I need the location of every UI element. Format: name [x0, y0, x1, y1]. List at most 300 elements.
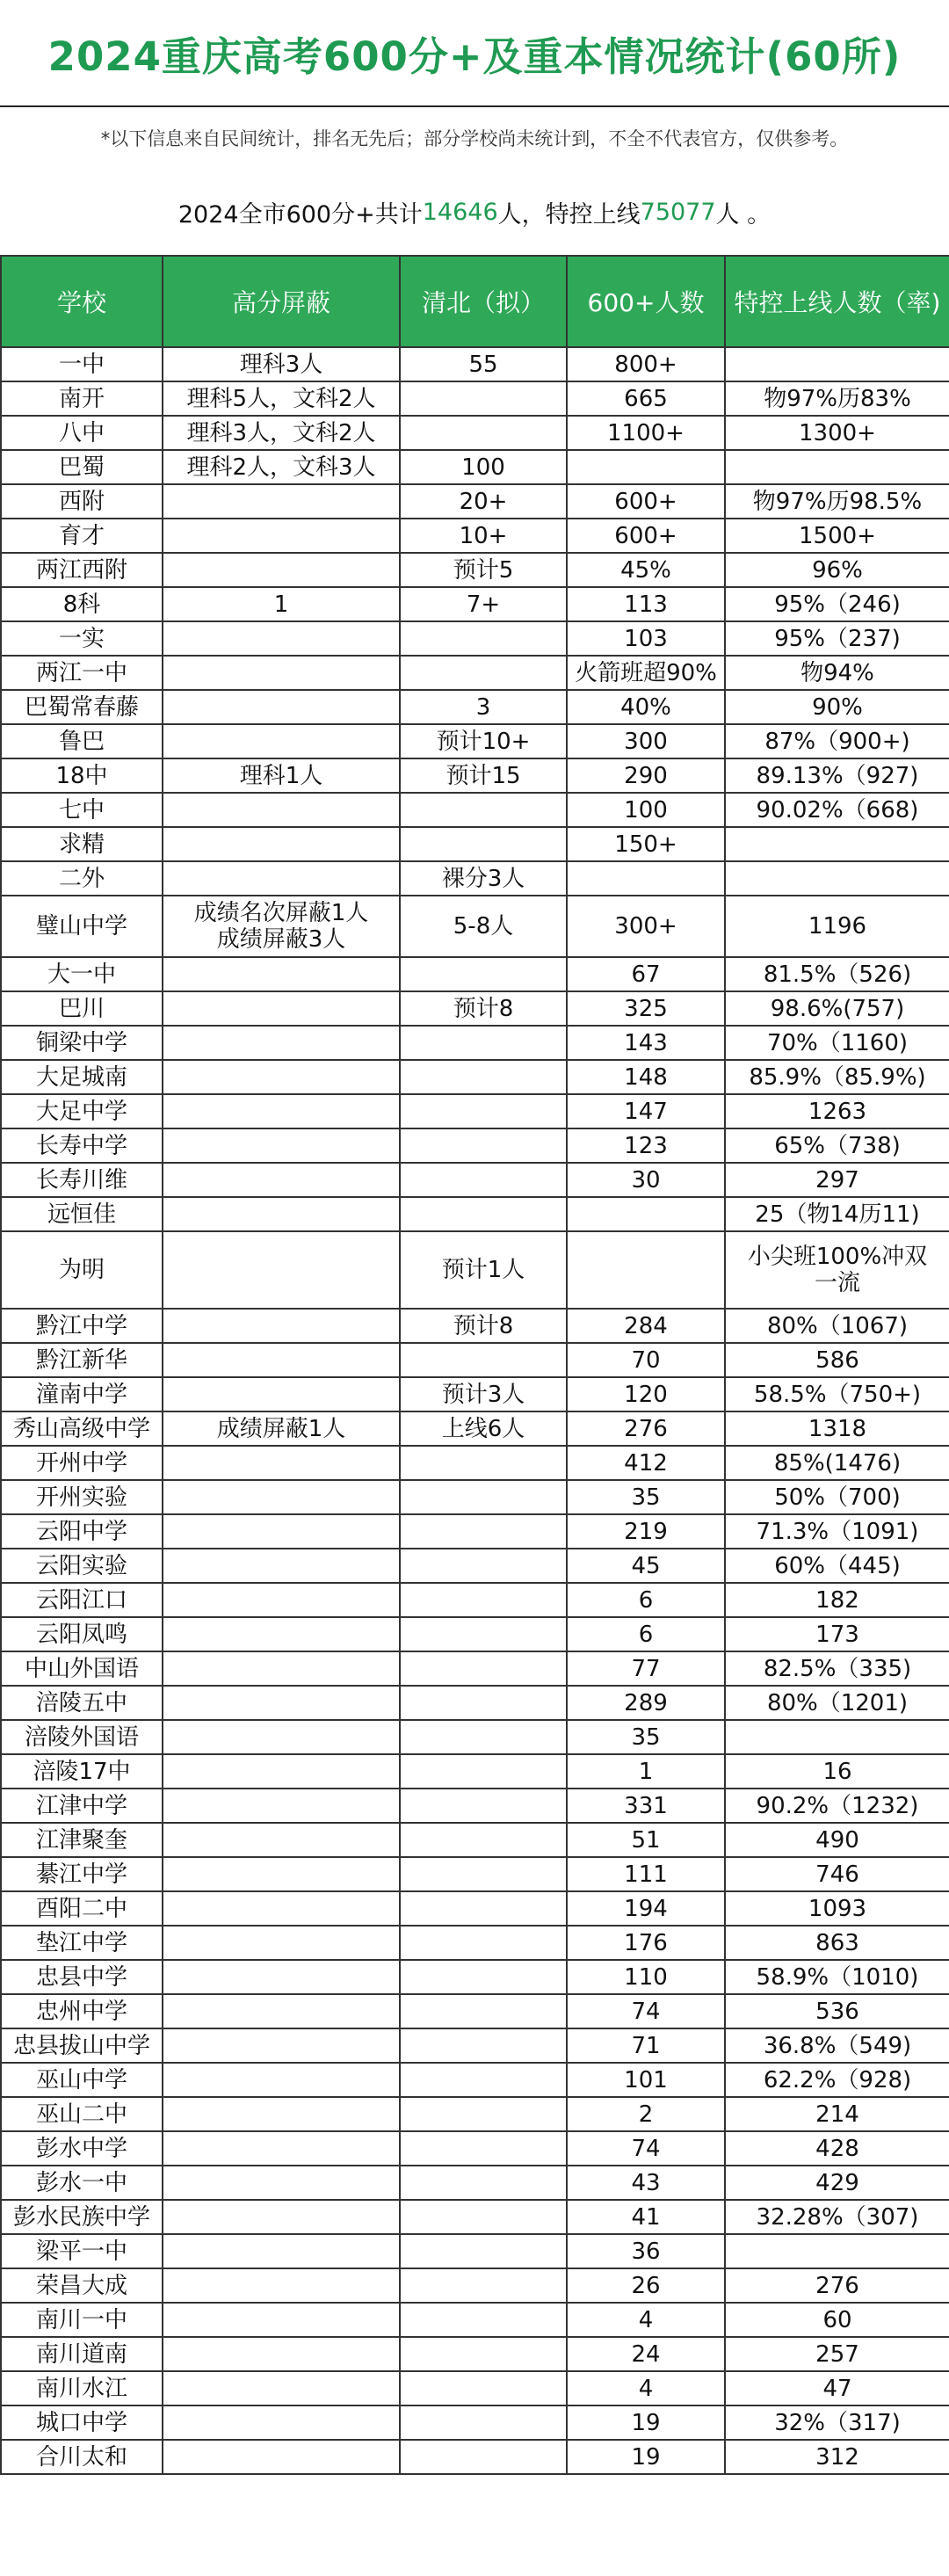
cell-600plus: 4: [567, 2303, 725, 2337]
cell-school: 8科: [1, 587, 163, 621]
cell-shielded: [163, 690, 400, 724]
table-row: [1, 1720, 949, 1754]
cell-shielded: [163, 2303, 400, 2337]
cell-shielded: 理科3人，文科2人: [163, 416, 400, 450]
header-school: 学校: [1, 256, 163, 347]
cell-shielded: [163, 1549, 400, 1583]
cell-tekong: 90.2%（1232): [725, 1789, 949, 1823]
cell-shielded: 1: [163, 587, 400, 621]
cell-qingbei: [400, 793, 567, 827]
cell-line: 一流: [814, 1270, 860, 1296]
table-row: [1, 1446, 949, 1480]
cell-qingbei: [400, 2405, 567, 2440]
cell-shielded: [163, 1960, 400, 1994]
cell-600plus: 6: [567, 1583, 725, 1617]
cell-qingbei: 5-8人: [400, 896, 567, 957]
cell-shielded: 成绩屏蔽1人: [163, 1411, 400, 1446]
cell-tekong: 60: [725, 2303, 949, 2337]
cell-school: 黔江中学: [1, 1309, 163, 1343]
cell-tekong: 96%: [725, 553, 949, 587]
cell-qingbei: [400, 2303, 567, 2337]
cell-tekong: 428: [725, 2131, 949, 2166]
cell-600plus: 665: [567, 381, 725, 416]
cell-600plus: 600+: [567, 484, 725, 519]
cell-600plus: 276: [567, 1411, 725, 1446]
table-row: [1, 827, 949, 861]
cell-600plus: [567, 861, 725, 896]
cell-school: 秀山高级中学: [1, 1411, 163, 1446]
cell-school: 潼南中学: [1, 1377, 163, 1411]
cell-tekong: 89.13%（927): [725, 758, 949, 793]
cell-600plus: 19: [567, 2440, 725, 2474]
cell-school: 南川道南: [1, 2337, 163, 2371]
cell-tekong: 71.3%（1091): [725, 1514, 949, 1549]
cell-600plus: 火箭班超90%: [567, 656, 725, 690]
cell-qingbei: [400, 1686, 567, 1720]
cell-tekong: 90%: [725, 690, 949, 724]
cell-tekong: 98.6%(757): [725, 991, 949, 1026]
cell-600plus: 24: [567, 2337, 725, 2371]
cell-tekong: 80%（1201): [725, 1686, 949, 1720]
cell-school: 大一中: [1, 957, 163, 991]
table-row: [1, 484, 949, 519]
cell-qingbei: [400, 1926, 567, 1960]
cell-qingbei: [400, 1789, 567, 1823]
cell-qingbei: 7+: [400, 587, 567, 621]
cell-qingbei: 上线6人: [400, 1411, 567, 1446]
cell-tekong: 32.28%（307): [725, 2200, 949, 2234]
table-row: [1, 1857, 949, 1891]
table-row: [1, 347, 949, 381]
cell-tekong: 70%（1160): [725, 1026, 949, 1060]
cell-tekong: [725, 827, 949, 861]
table-row: [1, 1994, 949, 2028]
cell-shielded: 理科3人: [163, 347, 400, 381]
cell-shielded: [163, 2063, 400, 2097]
cell-600plus: 113: [567, 587, 725, 621]
cell-qingbei: [400, 2371, 567, 2405]
cell-shielded: [163, 827, 400, 861]
table-row: [1, 1617, 949, 1651]
cell-tekong: [725, 1720, 949, 1754]
cell-school: 江津中学: [1, 1789, 163, 1823]
cell-school: 綦江中学: [1, 1857, 163, 1891]
cell-600plus: 26: [567, 2268, 725, 2303]
cell-school: 开州实验: [1, 1480, 163, 1514]
table-row: [1, 896, 949, 957]
cell-shielded: [163, 1514, 400, 1549]
cell-shielded: [163, 1060, 400, 1094]
cell-600plus: 2: [567, 2097, 725, 2131]
cell-600plus: 35: [567, 1720, 725, 1754]
cell-600plus: 43: [567, 2166, 725, 2200]
page-title: 2024重庆高考600分+及重本情况统计(60所): [47, 33, 902, 80]
cell-qingbei: 预计10+: [400, 724, 567, 758]
cell-qingbei: [400, 1994, 567, 2028]
table-row: [1, 991, 949, 1026]
cell-shielded: [163, 1309, 400, 1343]
cell-qingbei: [400, 1754, 567, 1789]
cell-tekong: 65%（738): [725, 1128, 949, 1163]
table-row: [1, 1549, 949, 1583]
cell-tekong: 1500+: [725, 519, 949, 553]
cell-school: 开州中学: [1, 1446, 163, 1480]
table-row: [1, 758, 949, 793]
cell-shielded: [163, 1583, 400, 1617]
cell-qingbei: [400, 1617, 567, 1651]
cell-tekong: 1300+: [725, 416, 949, 450]
cell-shielded: [163, 2166, 400, 2200]
table-row: [1, 1060, 949, 1094]
cell-qingbei: [400, 1197, 567, 1231]
cell-tekong: [725, 450, 949, 484]
cell-600plus: 331: [567, 1789, 725, 1823]
table-row: [1, 553, 949, 587]
header-600plus: 600+人数: [567, 256, 725, 347]
cell-school: 璧山中学: [1, 896, 163, 957]
cell-600plus: 45: [567, 1549, 725, 1583]
cell-shielded: [163, 2097, 400, 2131]
cell-school: 育才: [1, 519, 163, 553]
cell-school: 一实: [1, 621, 163, 656]
table-row: [1, 1026, 949, 1060]
cell-shielded: [163, 1823, 400, 1857]
cell-school: 七中: [1, 793, 163, 827]
cell-600plus: 74: [567, 2131, 725, 2166]
cell-shielded: [163, 1720, 400, 1754]
table-row: [1, 2028, 949, 2063]
cell-qingbei: [400, 2097, 567, 2131]
summary-count-600: 14646: [422, 198, 498, 226]
cell-school: 黔江新华: [1, 1343, 163, 1377]
cell-tekong: 物97%历83%: [725, 381, 949, 416]
cell-shielded: [163, 1789, 400, 1823]
table-row: [1, 2131, 949, 2166]
table-row: [1, 656, 949, 690]
cell-qingbei: [400, 1549, 567, 1583]
cell-school: 南开: [1, 381, 163, 416]
cell-school: 江津聚奎: [1, 1823, 163, 1857]
cell-600plus: [567, 450, 725, 484]
cell-600plus: 71: [567, 2028, 725, 2063]
cell-tekong: 36.8%（549): [725, 2028, 949, 2063]
cell-tekong: 58.5%（750+): [725, 1377, 949, 1411]
table-row: [1, 1377, 949, 1411]
table-row: [1, 1309, 949, 1343]
cell-shielded: [163, 1446, 400, 1480]
cell-600plus: 6: [567, 1617, 725, 1651]
cell-qingbei: 3: [400, 690, 567, 724]
cell-shielded: [163, 2337, 400, 2371]
cell-shielded: [163, 724, 400, 758]
cell-school: 忠县中学: [1, 1960, 163, 1994]
cell-qingbei: [400, 2200, 567, 2234]
table-row: [1, 1094, 949, 1128]
table-row: [1, 861, 949, 896]
stats-table: [0, 255, 949, 2475]
cell-shielded: [163, 2405, 400, 2440]
cell-qingbei: [400, 1163, 567, 1197]
cell-tekong: 95%（246): [725, 587, 949, 621]
table-row: [1, 1960, 949, 1994]
cell-shielded: [163, 656, 400, 690]
summary-count-tekong: 75077: [640, 198, 716, 226]
table-row: [1, 1789, 949, 1823]
cell-shielded: [163, 1094, 400, 1128]
cell-tekong: 312: [725, 2440, 949, 2474]
cell-600plus: 123: [567, 1128, 725, 1163]
cell-qingbei: [400, 2268, 567, 2303]
cell-tekong: 1263: [725, 1094, 949, 1128]
cell-school: 为明: [1, 1231, 163, 1309]
cell-tekong: 50%（700): [725, 1480, 949, 1514]
cell-shielded: [163, 621, 400, 656]
cell-school: 中山外国语: [1, 1651, 163, 1686]
cell-school: 求精: [1, 827, 163, 861]
cell-school: 大足中学: [1, 1094, 163, 1128]
cell-qingbei: [400, 1720, 567, 1754]
cell-school: 巫山二中: [1, 2097, 163, 2131]
cell-600plus: 120: [567, 1377, 725, 1411]
cell-qingbei: 55: [400, 347, 567, 381]
header-row: [1, 256, 949, 347]
cell-tekong: 490: [725, 1823, 949, 1857]
cell-qingbei: [400, 827, 567, 861]
cell-shielded: [163, 1128, 400, 1163]
cell-school: 巴蜀常春藤: [1, 690, 163, 724]
table-row: [1, 1231, 949, 1309]
table-row: [1, 519, 949, 553]
cell-tekong: 182: [725, 1583, 949, 1617]
cell-shielded: [163, 1651, 400, 1686]
cell-qingbei: [400, 1128, 567, 1163]
cell-shielded: [163, 1026, 400, 1060]
cell-shielded: [163, 1926, 400, 1960]
table-row: [1, 2063, 949, 2097]
cell-600plus: 1100+: [567, 416, 725, 450]
table-row: [1, 690, 949, 724]
cell-shielded: 理科5人，文科2人: [163, 381, 400, 416]
table-row: [1, 1686, 949, 1720]
table-row: [1, 1823, 949, 1857]
cell-school: 18中: [1, 758, 163, 793]
cell-600plus: 143: [567, 1026, 725, 1060]
table-row: [1, 2097, 949, 2131]
table-body: [1, 347, 949, 2474]
table-row: [1, 1891, 949, 1926]
cell-600plus: 70: [567, 1343, 725, 1377]
cell-school: 大足城南: [1, 1060, 163, 1094]
cell-tekong: 95%（237): [725, 621, 949, 656]
cell-qingbei: [400, 416, 567, 450]
table-row: [1, 1651, 949, 1686]
cell-school: 云阳凤鸣: [1, 1617, 163, 1651]
cell-tekong: 536: [725, 1994, 949, 2028]
cell-qingbei: [400, 381, 567, 416]
cell-600plus: 325: [567, 991, 725, 1026]
cell-qingbei: 预计15: [400, 758, 567, 793]
table-row: [1, 1583, 949, 1617]
cell-tekong: 257: [725, 2337, 949, 2371]
cell-tekong: 85.9%（85.9%): [725, 1060, 949, 1094]
cell-shielded: [163, 2371, 400, 2405]
title-box: [0, 0, 949, 107]
table-row: [1, 793, 949, 827]
cell-line: 成绩屏蔽3人: [216, 926, 346, 953]
cell-600plus: 412: [567, 1446, 725, 1480]
cell-qingbei: 预计8: [400, 1309, 567, 1343]
summary-line: [0, 169, 949, 255]
cell-tekong: 746: [725, 1857, 949, 1891]
table-row: [1, 2371, 949, 2405]
cell-qingbei: [400, 1446, 567, 1480]
cell-tekong: 87%（900+): [725, 724, 949, 758]
cell-tekong: 物97%历98.5%: [725, 484, 949, 519]
header-qingbei: 清北（拟）: [400, 256, 567, 347]
cell-600plus: 103: [567, 621, 725, 656]
cell-shielded: [163, 2268, 400, 2303]
cell-tekong: 1318: [725, 1411, 949, 1446]
table-row: [1, 1128, 949, 1163]
cell-shielded: [163, 1754, 400, 1789]
table-row: [1, 1480, 949, 1514]
cell-school: 巴川: [1, 991, 163, 1026]
cell-school: 铜梁中学: [1, 1026, 163, 1060]
cell-school: 彭水民族中学: [1, 2200, 163, 2234]
table-row: [1, 2166, 949, 2200]
cell-tekong: 1093: [725, 1891, 949, 1926]
cell-school: 涪陵外国语: [1, 1720, 163, 1754]
table-row: [1, 621, 949, 656]
cell-shielded: [163, 1163, 400, 1197]
cell-shielded: [163, 1480, 400, 1514]
cell-school: 彭水中学: [1, 2131, 163, 2166]
cell-qingbei: [400, 2063, 567, 2097]
cell-school: 垫江中学: [1, 1926, 163, 1960]
cell-shielded: [163, 2028, 400, 2063]
cell-qingbei: [400, 1823, 567, 1857]
cell-600plus: [567, 1197, 725, 1231]
cell-shielded: [163, 1231, 400, 1309]
cell-shielded: [163, 1994, 400, 2028]
table-row: [1, 1926, 949, 1960]
header-shielded: 高分屏蔽: [163, 256, 400, 347]
cell-school: 荣昌大成: [1, 2268, 163, 2303]
cell-600plus: 101: [567, 2063, 725, 2097]
cell-600plus: 19: [567, 2405, 725, 2440]
cell-school: 长寿中学: [1, 1128, 163, 1163]
cell-600plus: 150+: [567, 827, 725, 861]
cell-school: 忠州中学: [1, 1994, 163, 2028]
cell-qingbei: [400, 1583, 567, 1617]
cell-600plus: 148: [567, 1060, 725, 1094]
cell-shielded: [163, 1617, 400, 1651]
cell-school: 忠县拔山中学: [1, 2028, 163, 2063]
cell-qingbei: [400, 656, 567, 690]
cell-tekong: 1196: [725, 896, 949, 957]
cell-school: 南川水江: [1, 2371, 163, 2405]
cell-qingbei: [400, 1651, 567, 1686]
cell-tekong: 297: [725, 1163, 949, 1197]
cell-school: 梁平一中: [1, 2234, 163, 2268]
cell-tekong: 物94%: [725, 656, 949, 690]
cell-qingbei: 10+: [400, 519, 567, 553]
cell-line: 成绩名次屏蔽1人: [193, 900, 369, 926]
cell-600plus: 110: [567, 1960, 725, 1994]
cell-school: 云阳江口: [1, 1583, 163, 1617]
cell-school: 八中: [1, 416, 163, 450]
cell-qingbei: [400, 957, 567, 991]
cell-tekong: 586: [725, 1343, 949, 1377]
cell-qingbei: [400, 1857, 567, 1891]
cell-shielded: [163, 1686, 400, 1720]
cell-shielded: [163, 2131, 400, 2166]
cell-600plus: 290: [567, 758, 725, 793]
cell-tekong: 32%（317): [725, 2405, 949, 2440]
cell-qingbei: [400, 1514, 567, 1549]
cell-shielded: [163, 991, 400, 1026]
cell-qingbei: [400, 2028, 567, 2063]
cell-qingbei: [400, 2440, 567, 2474]
cell-school: 酉阳二中: [1, 1891, 163, 1926]
cell-tekong: 429: [725, 2166, 949, 2200]
cell-qingbei: 预计8: [400, 991, 567, 1026]
cell-tekong: [725, 2234, 949, 2268]
cell-tekong: 58.9%（1010): [725, 1960, 949, 1994]
cell-600plus: 600+: [567, 519, 725, 553]
table-row: [1, 957, 949, 991]
cell-600plus: 67: [567, 957, 725, 991]
cell-qingbei: [400, 2131, 567, 2166]
cell-qingbei: 100: [400, 450, 567, 484]
table-row: [1, 2440, 949, 2474]
cell-600plus: 300+: [567, 896, 725, 957]
cell-600plus: 111: [567, 1857, 725, 1891]
cell-tekong: 47: [725, 2371, 949, 2405]
cell-qingbei: [400, 621, 567, 656]
cell-600plus: 284: [567, 1309, 725, 1343]
cell-tekong: 90.02%（668): [725, 793, 949, 827]
cell-shielded: 理科1人: [163, 758, 400, 793]
cell-tekong: 80%（1067): [725, 1309, 949, 1343]
table-row: [1, 1343, 949, 1377]
cell-600plus: 30: [567, 1163, 725, 1197]
cell-shielded: [163, 2440, 400, 2474]
cell-tekong: [725, 1231, 949, 1309]
cell-qingbei: [400, 1891, 567, 1926]
disclaimer-note: *以下信息来自民间统计，排名无先后；部分学校尚未统计到，不全不代表官方，仅供参考。: [100, 128, 849, 149]
table-row: [1, 2200, 949, 2234]
table-row: [1, 416, 949, 450]
cell-school: 涪陵五中: [1, 1686, 163, 1720]
cell-school: 云阳实验: [1, 1549, 163, 1583]
cell-600plus: 100: [567, 793, 725, 827]
cell-600plus: 194: [567, 1891, 725, 1926]
summary-mid: 人，特控上线: [497, 200, 641, 229]
cell-600plus: 74: [567, 1994, 725, 2028]
cell-qingbei: [400, 1960, 567, 1994]
cell-600plus: 40%: [567, 690, 725, 724]
cell-shielded: [163, 896, 400, 957]
table-header: [1, 256, 949, 347]
cell-shielded: [163, 1197, 400, 1231]
cell-school: 彭水一中: [1, 2166, 163, 2200]
cell-600plus: 51: [567, 1823, 725, 1857]
cell-600plus: 289: [567, 1686, 725, 1720]
cell-tekong: [725, 861, 949, 896]
table-row: [1, 587, 949, 621]
cell-tekong: 173: [725, 1617, 949, 1651]
